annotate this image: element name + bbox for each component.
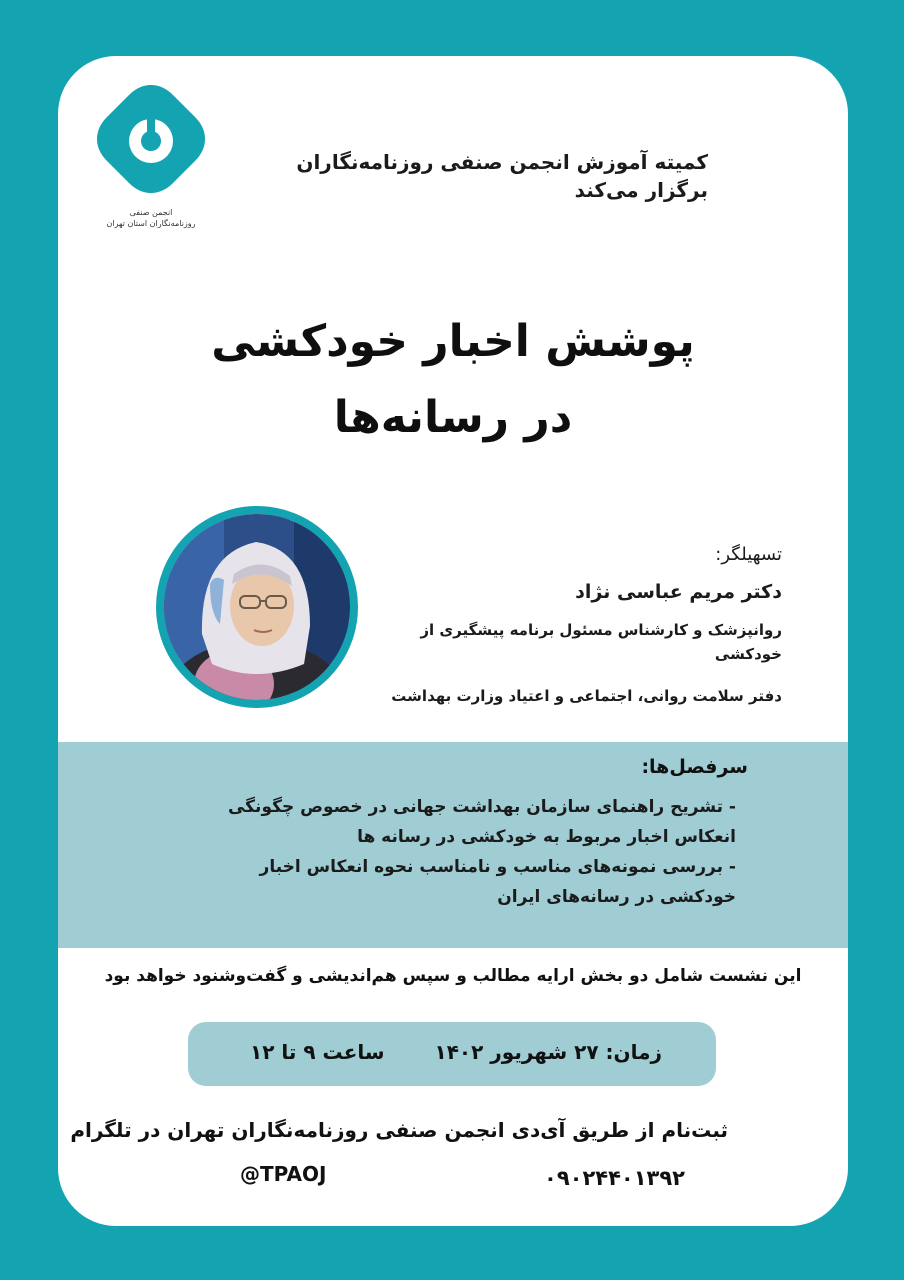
event-date: زمان: ۲۷ شهریور ۱۴۰۲ — [434, 1040, 662, 1064]
tpaoj-logo-icon — [93, 81, 209, 205]
phone-number[interactable]: ۰۹۰۲۴۴۰۱۳۹۲ — [544, 1166, 685, 1190]
speaker-name: دکتر مریم عباسی نژاد — [575, 581, 782, 603]
organizer-line-1: کمیته آموزش انجمن صنفی روزنامه‌نگاران — [296, 150, 708, 174]
topics-panel — [58, 742, 848, 948]
logo-line-2: روزنامه‌نگاران استان تهران — [106, 219, 196, 228]
organizer-line-2: برگزار می‌کند — [574, 178, 708, 202]
speaker-photo — [156, 506, 358, 708]
registration-text: ثبت‌نام از طریق آی‌دی انجمن صنفی روزنامه‌نگاران تهران در تلگرام — [70, 1118, 728, 1142]
schedule-box — [188, 1022, 716, 1086]
organizer — [288, 148, 708, 204]
session-note: این نشست شامل دو بخش ارایه مطالب و سپس هم‌اندیشی و گفت‌وشنود خواهد بود — [104, 966, 802, 986]
facilitator-label: تسهیلگر: — [715, 544, 782, 565]
speaker-info — [382, 540, 782, 708]
speaker-description: روانپزشک و کارشناس مسئول برنامه پیشگیری از خودکشی — [420, 621, 782, 663]
poster-card — [58, 56, 848, 1226]
topic-item: - تشریح راهنمای سازمان بهداشت جهانی در خصوص چگونگی انعکاس اخبار مربوط به خودکشی در رسانه ها — [227, 797, 736, 847]
telegram-handle[interactable]: @TPAOJ — [240, 1162, 327, 1186]
event-hours: ساعت ۹ تا ۱۲ — [250, 1040, 385, 1064]
speaker-portrait — [164, 514, 350, 700]
title-line-2: در رسانه‌ها — [333, 392, 573, 443]
event-title — [58, 304, 848, 456]
association-logo — [86, 81, 216, 229]
title-line-1: پوشش اخبار خودکشی — [211, 316, 695, 367]
topics-heading: سرفصل‌ها: — [641, 756, 748, 778]
topics-list — [216, 792, 736, 912]
logo-line-1: انجمن صنفی — [129, 208, 173, 217]
topic-item: - بررسی نمونه‌های مناسب و نامناسب نحوه انعکاس اخبار خودکشی در رسانه‌های ایران — [259, 857, 736, 907]
speaker-department: دفتر سلامت روانی، اجتماعی و اعتیاد وزارت بهداشت — [391, 687, 782, 705]
